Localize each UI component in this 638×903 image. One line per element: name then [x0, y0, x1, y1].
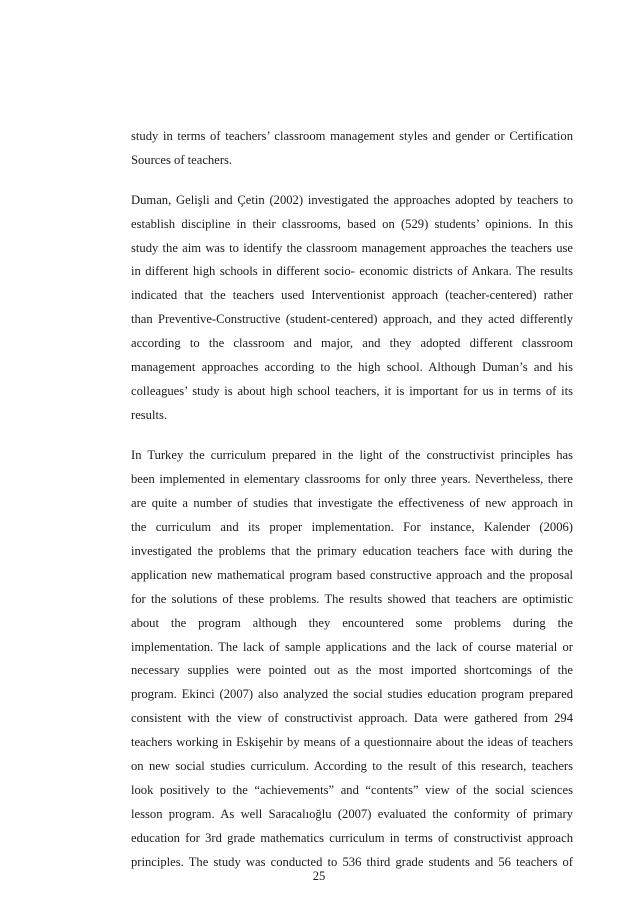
text-line: colleagues’ study is about high school teachers, it is important for us in terms of its: [131, 384, 573, 398]
text-line: than Preventive-Constructive (student-centered) approach, and they acted differently: [131, 312, 573, 326]
text-line: management approaches according to the high school. Although Duman’s and his: [131, 360, 573, 374]
text-line: principles. The study was conducted to 536 third grade students and 56 teachers of: [131, 855, 573, 869]
text-line: about the program although they encountered some problems during the: [131, 616, 573, 630]
text-line: indicated that the teachers used Interventionist approach (teacher-centered) rather: [131, 288, 573, 302]
text-line: study in terms of teachers’ classroom management styles and gender or Certification: [131, 129, 573, 143]
text-line: results.: [131, 408, 168, 422]
text-line: education for 3rd grade mathematics curriculum in terms of constructivist approach: [131, 831, 573, 845]
text-line: are quite a number of studies that investigate the effectiveness of new approach in: [131, 496, 573, 510]
text-line: investigated the problems that the primary education teachers face with during the: [131, 544, 573, 558]
text-line: In Turkey the curriculum prepared in the light of the constructivist principles has: [131, 448, 573, 462]
text-line: Duman, Gelişli and Çetin (2002) investigated the approaches adopted by teachers to: [131, 193, 573, 207]
text-line: according to the classroom and major, and they adopted different classroom: [131, 336, 573, 350]
text-line: consistent with the view of constructivist approach. Data were gathered from 294: [131, 711, 573, 725]
text-line: program. Ekinci (2007) also analyzed the social studies education program prepared: [131, 687, 573, 701]
text-line: in different high schools in different socio- economic districts of Ankara. The results: [131, 264, 573, 278]
text-line: study the aim was to identify the classroom management approaches the teachers use: [131, 241, 573, 255]
text-line: establish discipline in their classrooms, based on (529) students’ opinions. In this: [131, 217, 573, 231]
text-line: on new social studies curriculum. According to the result of this research, teachers: [131, 759, 573, 773]
text-line: the curriculum and its proper implementation. For instance, Kalender (2006): [131, 520, 573, 534]
text-line: teachers working in Eskişehir by means of a questionnaire about the ideas of teachers: [131, 735, 573, 749]
page-number: 25: [312, 869, 326, 883]
text-line: application new mathematical program based constructive approach and the proposal: [131, 568, 573, 582]
text-line: necessary supplies were pointed out as the most imported shortcomings of the: [131, 663, 573, 677]
text-line: Sources of teachers.: [131, 153, 233, 167]
text-line: for the solutions of these problems. The results showed that teachers are optimistic: [131, 592, 573, 606]
text-line: look positively to the “achievements” and “contents” view of the social sciences: [131, 783, 573, 797]
text-line: lesson program. As well Saracalıoğlu (2007) evaluated the conformity of primary: [131, 807, 573, 821]
text-line: implementation. The lack of sample applications and the lack of course material or: [131, 640, 573, 654]
text-line: been implemented in elementary classrooms for only three years. Nevertheless, there: [131, 472, 573, 486]
